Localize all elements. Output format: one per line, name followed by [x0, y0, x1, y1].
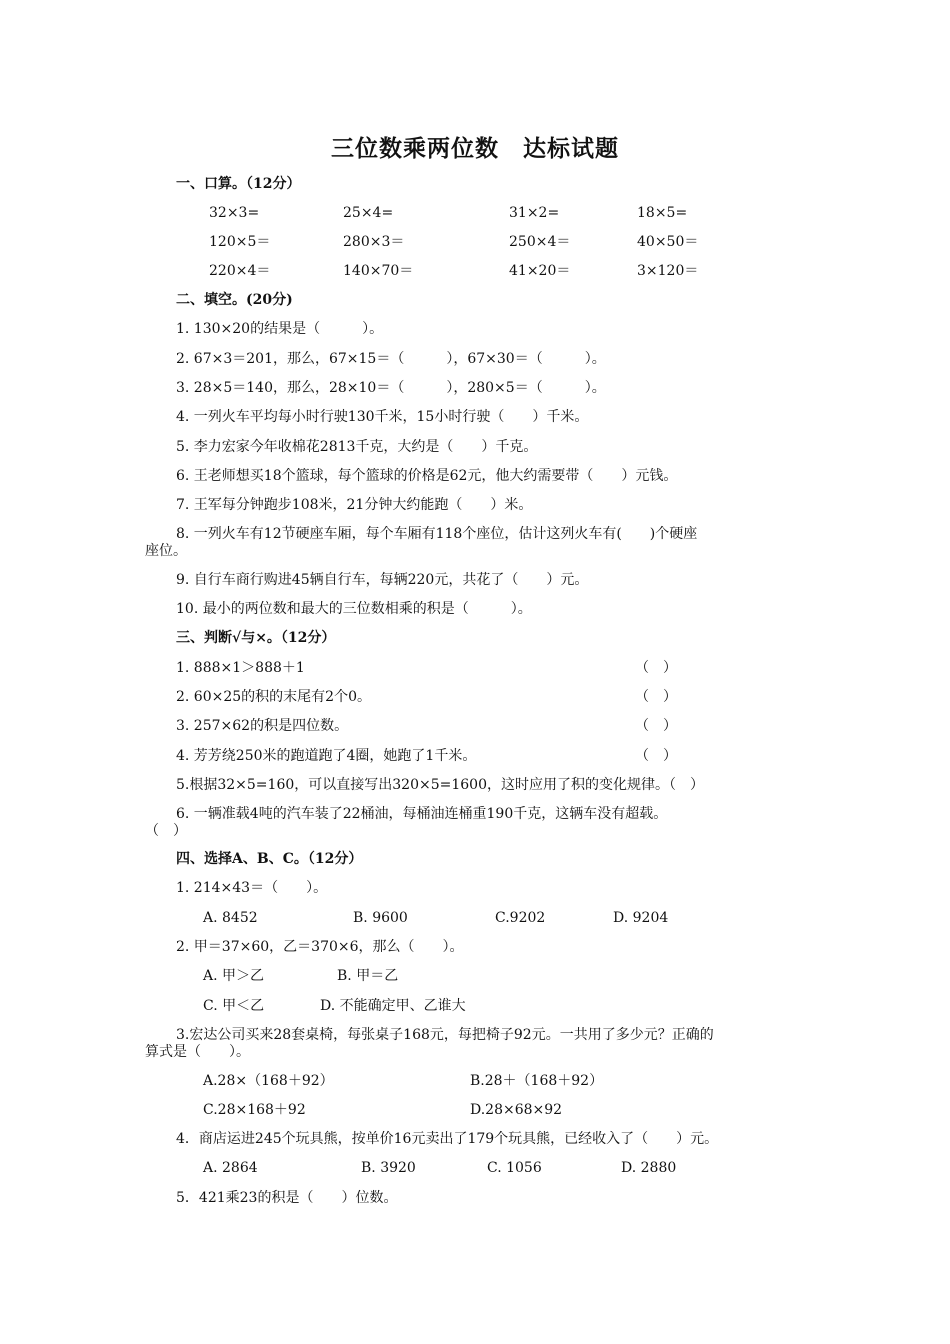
oral-calc-item: 220×4＝	[209, 263, 271, 279]
choice-option: A. 8452	[203, 910, 258, 926]
choice-option: C. 甲＜乙	[203, 998, 265, 1014]
fill-blank-item: 10. 最小的两位数和最大的三位数相乘的积是（ ）。	[176, 601, 532, 617]
judge-item: 3. 257×62的积是四位数。	[176, 718, 349, 734]
fill-blank-item: 1. 130×20的结果是（ ）。	[176, 321, 384, 337]
section-3-heading: 三、判断√与×。（12分）	[176, 630, 336, 646]
section-2-heading: 二、填空。(20分)	[176, 292, 293, 308]
oral-calc-item: 40×50＝	[637, 234, 699, 250]
fill-blank-item: 5. 李力宏家今年收棉花2813千克，大约是（ ）千克。	[176, 439, 538, 455]
judge-item: 1. 888×1＞888＋1	[176, 660, 305, 676]
choice-option: B. 甲＝乙	[337, 968, 399, 984]
oral-calc-item: 32×3=	[209, 205, 260, 221]
choice-option: D. 不能确定甲、乙谁大	[320, 998, 466, 1014]
judge-item: 2. 60×25的积的末尾有2个0。	[176, 689, 371, 705]
oral-calc-item: 18×5=	[637, 205, 688, 221]
oral-calc-item: 3×120＝	[637, 263, 699, 279]
choice-option: B. 9600	[353, 910, 408, 926]
fill-blank-item: 3. 28×5＝140，那么，28×10＝（ ），280×5＝（ ）。	[176, 380, 606, 396]
choice-question: 1. 214×43＝（ ）。	[176, 880, 328, 896]
choice-option: D. 9204	[613, 910, 669, 926]
choice-option: D. 2880	[621, 1160, 677, 1176]
choice-option: C. 1056	[487, 1160, 542, 1176]
oral-calc-item: 25×4=	[343, 205, 394, 221]
oral-calc-item: 120×5＝	[209, 234, 271, 250]
choice-question-continuation: 算式是（ ）。	[145, 1044, 250, 1060]
oral-calc-item: 31×2=	[509, 205, 560, 221]
choice-question: 2. 甲＝37×60，乙＝370×6，那么（ ）。	[176, 939, 464, 955]
choice-question: 4．商店运进245个玩具熊，按单价16元卖出了179个玩具熊，已经收入了（ ）元。	[176, 1131, 719, 1147]
choice-option: A.28×（168＋92）	[203, 1073, 334, 1089]
oral-calc-item: 280×3＝	[343, 234, 405, 250]
choice-option: A. 甲＞乙	[203, 968, 265, 984]
choice-option: C.28×168＋92	[203, 1102, 306, 1118]
oral-calc-item: 250×4＝	[509, 234, 571, 250]
page-title: 三位数乘两位数 达标试题	[331, 135, 619, 162]
choice-option: A. 2864	[203, 1160, 258, 1176]
oral-calc-item: 140×70＝	[343, 263, 414, 279]
judge-bracket: （ ）	[635, 689, 677, 705]
choice-option: C.9202	[495, 910, 546, 926]
choice-question: 3.宏达公司买来28套桌椅，每张桌子168元，每把椅子92元。一共用了多少元？正确的	[176, 1027, 714, 1043]
fill-blank-item: 4. 一列火车平均每小时行驶130千米，15小时行驶（ ）千米。	[176, 409, 589, 425]
choice-option: D.28×68×92	[470, 1102, 563, 1118]
judge-bracket: （ ）	[635, 718, 677, 734]
fill-blank-item: 8. 一列火车有12节硬座车厢，每个车厢有118个座位，估计这列火车有( )个硬座	[176, 526, 698, 542]
fill-blank-item: 6. 王老师想买18个篮球，每个篮球的价格是62元，他大约需要带（ ）元钱。	[176, 468, 678, 484]
fill-blank-item: 9. 自行车商行购进45辆自行车，每辆220元，共花了（ ）元。	[176, 572, 589, 588]
judge-bracket: （ ）	[635, 748, 677, 764]
fill-blank-item-continuation: 座位。	[145, 543, 187, 559]
judge-item: 5.根据32×5=160，可以直接写出320×5=1600，这时应用了积的变化规律。（ ）	[176, 777, 704, 793]
judge-item: 4. 芳芳绕250米的跑道跑了4圈，她跑了1千米。	[176, 748, 477, 764]
oral-calc-item: 41×20＝	[509, 263, 571, 279]
judge-item: 6. 一辆准载4吨的汽车装了22桶油，每桶油连桶重190千克，这辆车没有超载。	[176, 806, 668, 822]
section-4-heading: 四、选择A、B、C。（12分）	[176, 851, 363, 867]
judge-bracket: （ ）	[635, 660, 677, 676]
choice-question: 5．421乘23的积是（ ）位数。	[176, 1190, 398, 1206]
section-1-heading: 一、口算。（12分）	[176, 176, 301, 192]
choice-option: B.28＋（168＋92）	[470, 1073, 604, 1089]
fill-blank-item: 7. 王军每分钟跑步108米，21分钟大约能跑（ ）米。	[176, 497, 533, 513]
judge-item-continuation: （ ）	[145, 823, 187, 839]
choice-option: B. 3920	[361, 1160, 416, 1176]
fill-blank-item: 2. 67×3＝201，那么，67×15＝（ ），67×30＝（ ）。	[176, 351, 606, 367]
